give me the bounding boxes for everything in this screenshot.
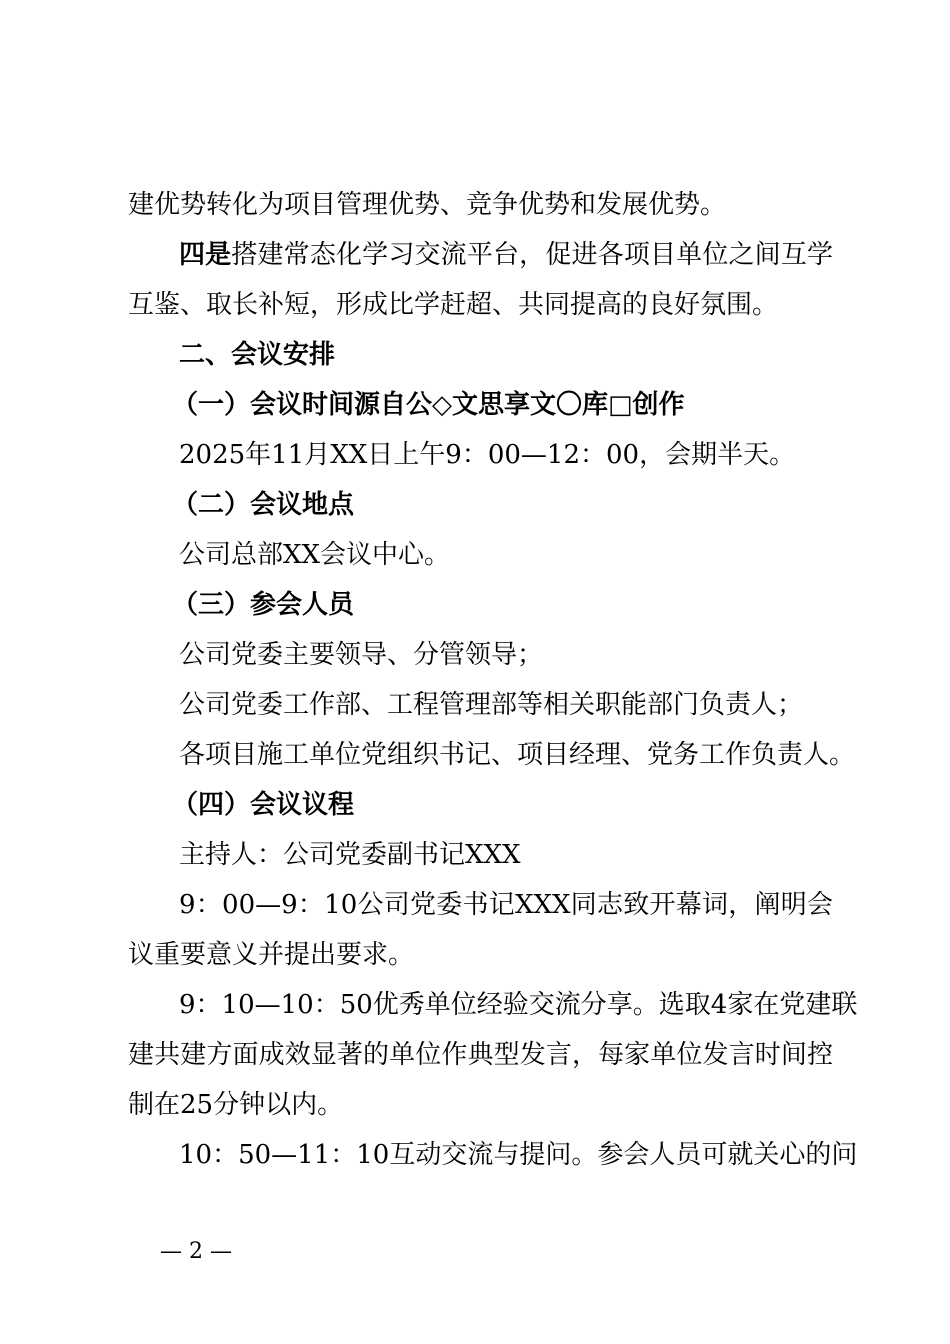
body-line: 9：10—10：50优秀单位经验交流分享。选取4家在党建联 <box>179 990 858 1020</box>
body-line: 公司党委主要领导、分管领导； <box>179 640 544 670</box>
subsection-heading: （二）会议地点 <box>172 490 355 520</box>
body-line: 10：50—11：10互动交流与提问。参会人员可就关心的问 <box>179 1140 858 1170</box>
body-line <box>179 239 833 271</box>
subsection-heading: （三）参会人员 <box>172 590 355 620</box>
body-text: 搭建常态化学习交流平台，促进各项目单位之间互学 <box>231 240 833 270</box>
body-line: 公司总部XX会议中心。 <box>179 540 451 570</box>
body-line: 主持人：公司党委副书记XXX <box>179 840 521 870</box>
body-line: 制在25分钟以内。 <box>128 1090 344 1120</box>
body-line: 建优势转化为项目管理优势、竞争优势和发展优势。 <box>128 190 727 220</box>
body-line: 各项目施工单位党组织书记、项目经理、党务工作负责人。 <box>179 740 856 770</box>
body-line: 互鉴、取长补短，形成比学赶超、共同提高的良好氛围。 <box>128 290 779 320</box>
body-line: 建共建方面成效显著的单位作典型发言，每家单位发言时间控 <box>128 1040 833 1070</box>
body-line: 2025年11月XX日上午9：00—12：00，会期半天。 <box>179 440 796 470</box>
body-line: 9：00—9：10公司党委书记XXX同志致开幕词，阐明会 <box>179 890 833 920</box>
body-line: 公司党委工作部、工程管理部等相关职能部门负责人； <box>179 690 804 720</box>
subsection-heading: （四）会议议程 <box>172 790 355 820</box>
page-number: — 2 — <box>160 1239 232 1264</box>
paragraph-lead: 四是 <box>179 240 232 270</box>
subsection-heading: （一）会议时间源自公◇文思享文〇库□创作 <box>172 390 685 420</box>
body-line: 议重要意义并提出要求。 <box>128 940 415 970</box>
section-heading: 二、会议安排 <box>179 340 336 370</box>
